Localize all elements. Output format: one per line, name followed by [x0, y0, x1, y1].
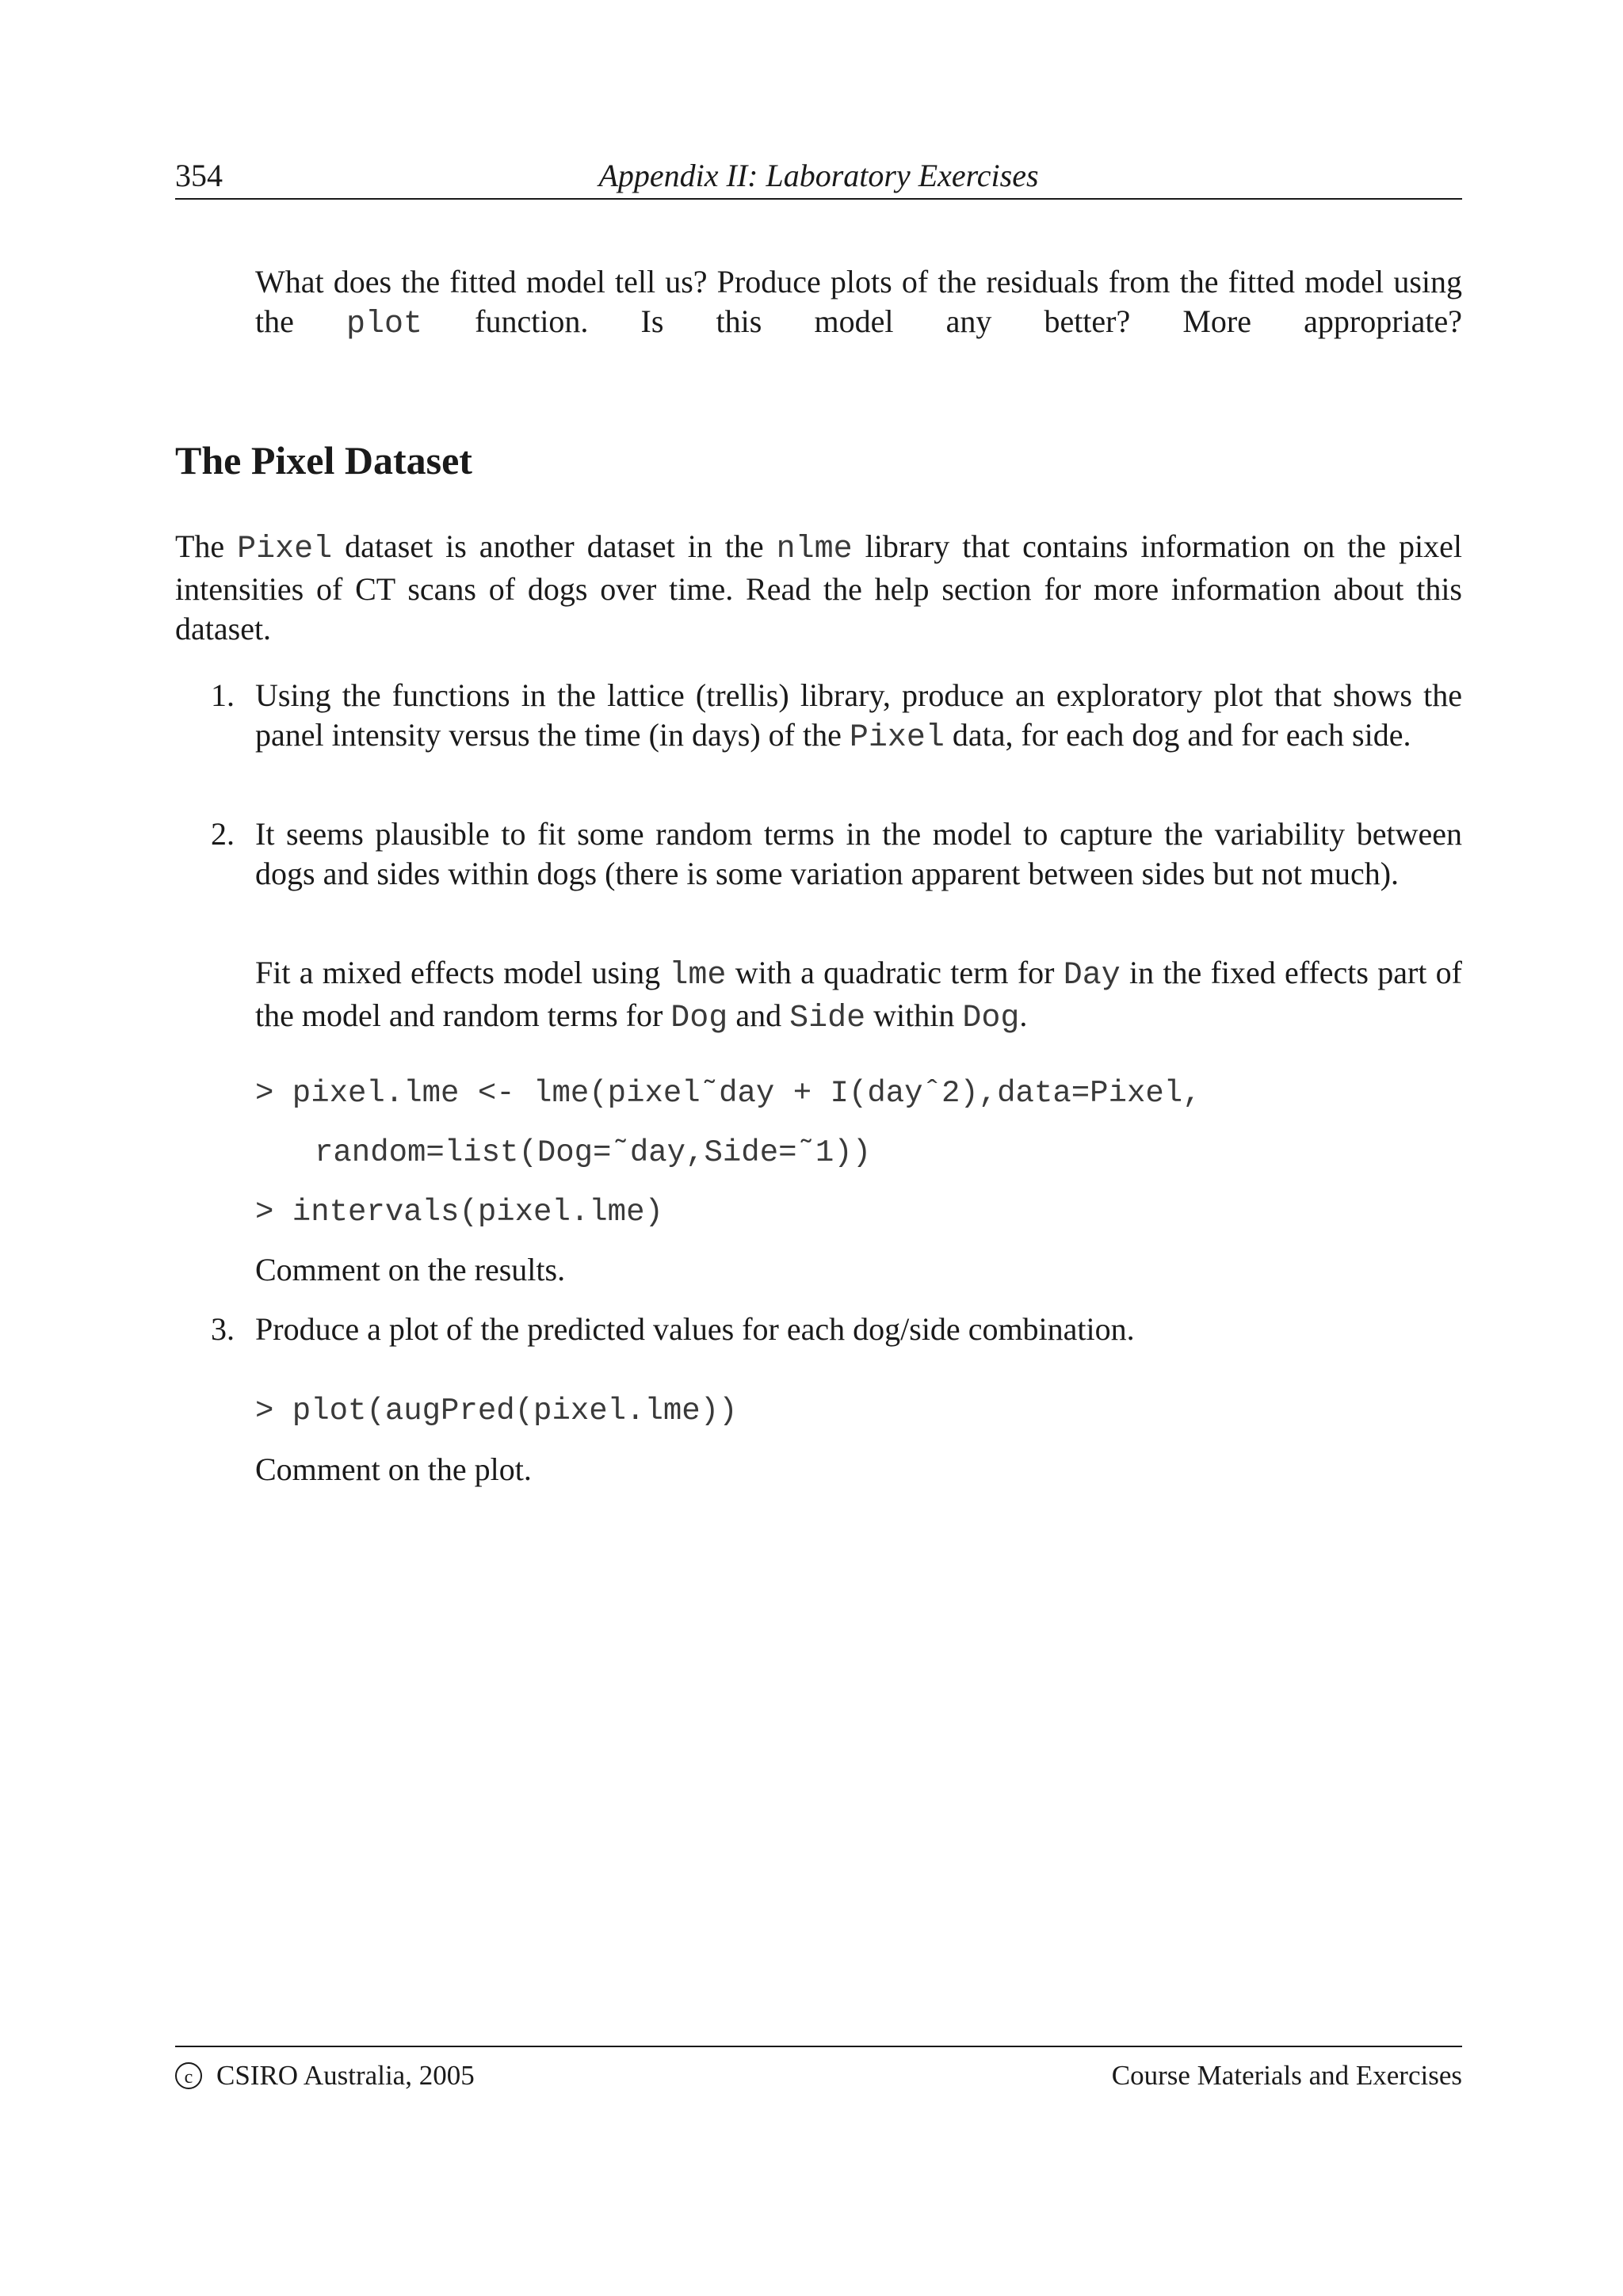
- code-line: > intervals(pixel.lme): [255, 1195, 663, 1230]
- inline-code: lme: [669, 958, 727, 994]
- list-item-comment: Comment on the plot.: [255, 1451, 532, 1487]
- footer-right-text: Course Materials and Exercises: [1111, 2060, 1462, 2091]
- list-item: [255, 814, 1462, 894]
- text: and: [727, 997, 790, 1033]
- footer-rule: [175, 2046, 1462, 2047]
- list-item-number: 1.: [211, 677, 235, 713]
- text: The: [175, 528, 238, 564]
- page-header: [175, 152, 1462, 200]
- inline-code: nlme: [776, 532, 853, 567]
- text: in the fixed effects part of the model and random terms for: [255, 955, 1462, 1033]
- list-item-number: 2.: [211, 816, 235, 852]
- inline-code: Side: [789, 1001, 866, 1036]
- footer-left-text: CSIRO Australia, 2005: [216, 2060, 475, 2091]
- intro-paragraph: [255, 262, 1462, 345]
- text: with a quadratic term for: [726, 955, 1064, 990]
- text: library that contains information on the pixel intensities of CT scans of dogs over time. Read the help section for more information about this dataset.: [175, 528, 1462, 646]
- inline-code: Pixel: [237, 532, 333, 567]
- text: dataset is another dataset in the: [332, 528, 777, 564]
- footer-copyright: [175, 2058, 475, 2093]
- list-item-number: 3.: [211, 1311, 235, 1347]
- running-title: Appendix II: Laboratory Exercises: [598, 158, 1039, 193]
- text: function. Is this model any better? More appropriate?: [422, 303, 1463, 339]
- list-item-comment: Comment on the results.: [255, 1252, 566, 1287]
- text: .: [1019, 997, 1028, 1033]
- inline-code: plot: [346, 307, 423, 342]
- list-item-paragraph: [255, 953, 1462, 1039]
- text: It seems plausible to fit some random terms in the model to capture the variability between dogs and sides within dogs (there is some variation apparent between sides but not much).: [255, 816, 1462, 891]
- inline-code: Dog: [670, 1001, 728, 1036]
- section-title: The Pixel Dataset: [175, 438, 472, 482]
- copyright-icon: c: [175, 2062, 202, 2089]
- code-line: > pixel.lme <- lme(pixel˜day + I(dayˆ2),data=Pixel,: [255, 1076, 1201, 1111]
- lead-paragraph: [175, 527, 1462, 649]
- code-line: random=list(Dog=˜day,Side=˜1)): [315, 1135, 872, 1170]
- text: within: [865, 997, 963, 1033]
- page-number: 354: [175, 158, 223, 193]
- inline-code: Dog: [962, 1001, 1020, 1036]
- list-item: [255, 676, 1462, 758]
- text: Fit a mixed effects model using: [255, 955, 670, 990]
- inline-code: Day: [1063, 958, 1121, 994]
- code-line: > plot(augPred(pixel.lme)): [255, 1394, 738, 1428]
- text: What does the fitted model tell us? Produce plots of the residuals from the fitted model using the: [255, 264, 1462, 339]
- list-item: Produce a plot of the predicted values for each dog/side combination.: [255, 1311, 1135, 1347]
- text: Using the functions in the lattice (trellis) library, produce an exploratory plot that shows the panel intensity versus the time (in days) of the: [255, 677, 1462, 753]
- intro-paragraph-line1: [255, 262, 1462, 345]
- text: data, for each dog and for each side.: [944, 717, 1411, 753]
- inline-code: Pixel: [849, 720, 945, 756]
